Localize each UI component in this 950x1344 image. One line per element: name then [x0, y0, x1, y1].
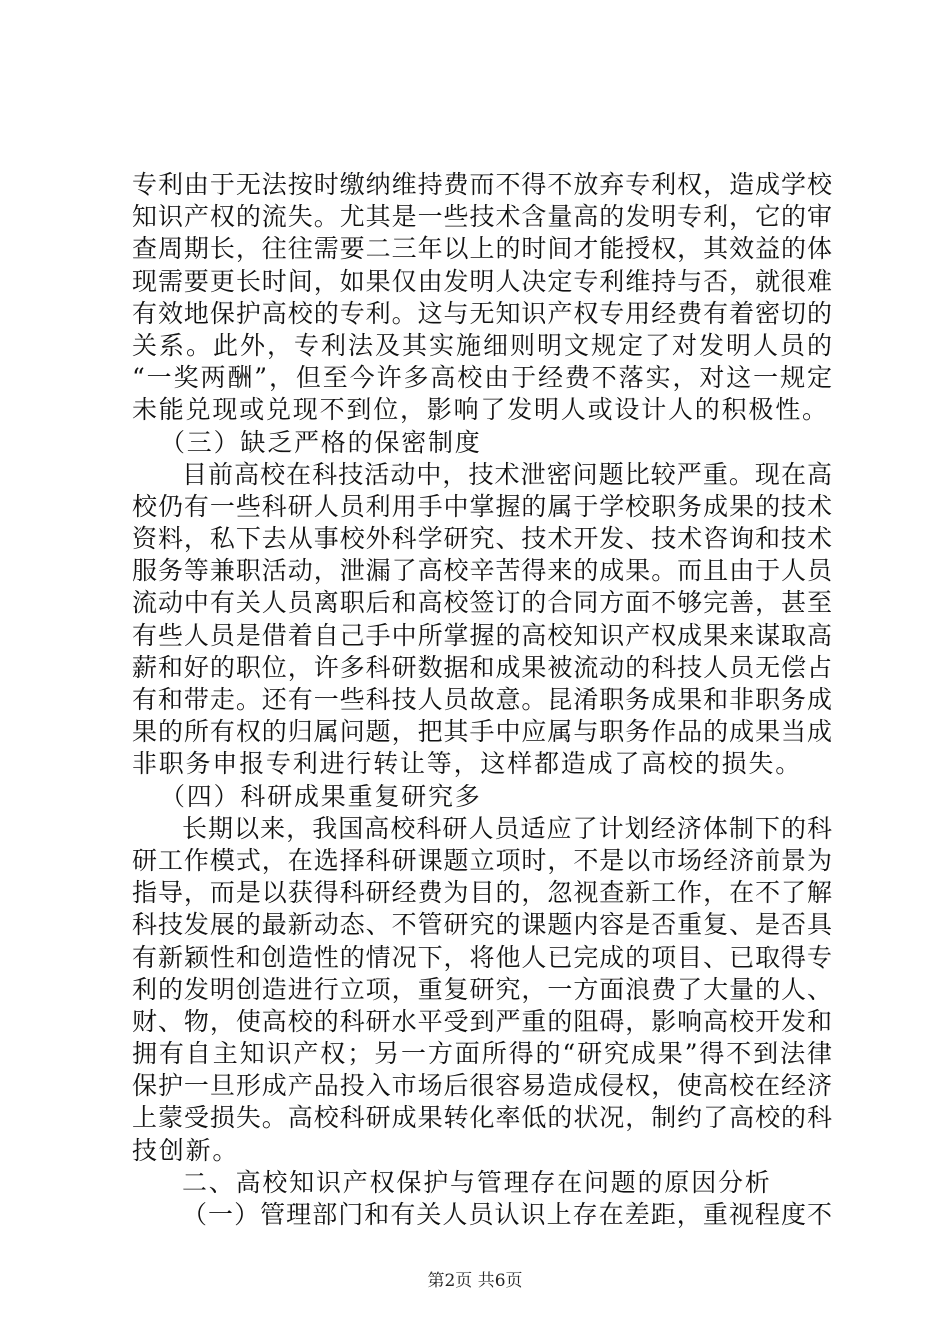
text-line: 薪和好的职位，许多科研数据和成果被流动的科技人员无偿占 — [132, 652, 832, 682]
text-line: 科技发展的最新动态、不管研究的课题内容是否重复、是否具 — [132, 910, 832, 940]
document-body — [132, 169, 832, 1231]
text-line: 目前高校在科技活动中，技术泄密问题比较严重。现在高 — [182, 459, 832, 489]
text-line: 非职务申报专利进行转让等，这样都造成了高校的损失。 — [132, 749, 803, 779]
text-line: 未能兑现或兑现不到位，影响了发明人或设计人的积极性。 — [132, 395, 829, 425]
text-line: 有些人员是借着自己手中所掌握的高校知识产权成果来谋取高 — [132, 620, 832, 650]
text-line: “一奖两酬”，但至今许多高校由于经费不落实，对这一规定 — [132, 363, 832, 393]
text-line: 流动中有关人员离职后和高校签订的合同方面不够完善，甚至 — [132, 588, 832, 618]
text-line: 有效地保护高校的专利。这与无知识产权专用经费有着密切的 — [132, 298, 832, 328]
text-line: 财、物，使高校的科研水平受到严重的阻碍，影响高校开发和 — [132, 1006, 832, 1036]
text-line: 服务等兼职活动，泄漏了高校辛苦得来的成果。而且由于人员 — [132, 556, 832, 586]
text-line: 果的所有权的归属问题，把其手中应属与职务作品的成果当成 — [132, 717, 832, 747]
text-line: 利的发明创造进行立项，重复研究，一方面浪费了大量的人、 — [132, 974, 832, 1004]
text-line: 保护一旦形成产品投入市场后很容易造成侵权，使高校在经济 — [132, 1071, 832, 1101]
text-line: 知识产权的流失。尤其是一些技术含量高的发明专利，它的审 — [132, 202, 832, 232]
text-line: 现需要更长时间，如果仅由发明人决定专利维持与否，就很难 — [132, 266, 832, 296]
text-line: 关系。此外，专利法及其实施细则明文规定了对发明人员的 — [132, 330, 832, 360]
text-line: 研工作模式，在选择科研课题立项时，不是以市场经济前景为 — [132, 845, 832, 875]
text-line: （四）科研成果重复研究多 — [160, 781, 482, 811]
text-line: （一）管理部门和有关人员认识上存在差距，重视程度不 — [182, 1200, 832, 1229]
text-line: 技创新。 — [132, 1135, 240, 1165]
text-line: 有新颖性和创造性的情况下，将他人已完成的项目、已取得专 — [132, 942, 832, 972]
text-line: 资料，私下去从事校外科学研究、技术开发、技术咨询和技术 — [132, 524, 832, 554]
text-line: 指导，而是以获得科研经费为目的，忽视查新工作，在不了解 — [132, 878, 832, 908]
text-line: 上蒙受损失。高校科研成果转化率低的状况，制约了高校的科 — [132, 1103, 832, 1133]
text-line: 二、高校知识产权保护与管理存在问题的原因分析 — [182, 1167, 772, 1197]
text-line: 专利由于无法按时缴纳维持费而不得不放弃专利权，造成学校 — [132, 170, 832, 199]
page-number-footer: 第2页 共6页 — [427, 1271, 523, 1291]
text-line: 拥有自主知识产权；另一方面所得的“研究成果”得不到法律 — [132, 1039, 832, 1069]
text-line: 长期以来，我国高校科研人员适应了计划经济体制下的科 — [182, 813, 832, 843]
text-line: （三）缺乏严格的保密制度 — [160, 427, 482, 457]
text-line: 有和带走。还有一些科技人员故意。昆淆职务成果和非职务成 — [132, 685, 832, 714]
text-line: 校仍有一些科研人员利用手中掌握的属于学校职务成果的技术 — [132, 491, 832, 521]
text-line: 查周期长，往往需要二三年以上的时间才能授权，其效益的体 — [132, 234, 832, 264]
